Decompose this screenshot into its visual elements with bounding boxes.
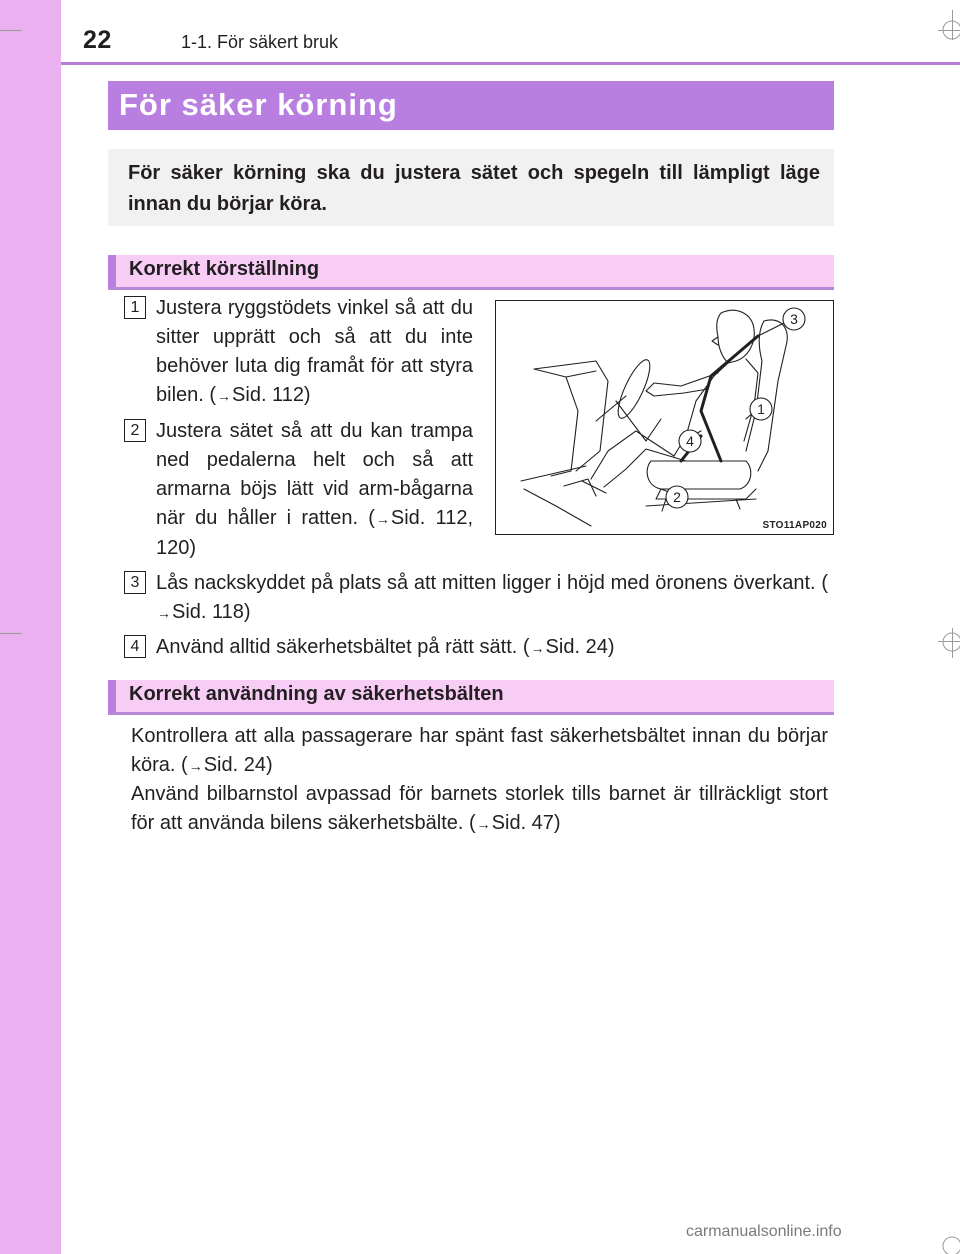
crop-mark-mid-left	[0, 633, 22, 634]
paragraph-child-seat	[131, 780, 828, 839]
callout-2: 2	[673, 489, 681, 505]
item-4-body: Använd alltid säkerhetsbältet på rätt sätt. (	[156, 636, 530, 658]
callout-4: 4	[686, 433, 694, 449]
item-number-2: 2	[124, 419, 146, 442]
item-3-body: Lås nackskyddet på plats så att mitten ligger i höjd med öronens överkant. (	[156, 572, 828, 594]
paragraph-passengers	[131, 722, 828, 781]
item-1-body: Justera ryggstödets vinkel så att du sitter upprätt och så att du inte behöver luta dig framåt för att styra bilen. (	[156, 297, 473, 406]
arrow-icon: →	[188, 758, 203, 774]
item-text-3	[156, 569, 828, 628]
subheading-driving-position-label: Korrekt körställning	[129, 258, 320, 280]
watermark: carmanualsonline.info	[686, 1223, 842, 1240]
intro-box	[108, 149, 834, 226]
arrow-icon: →	[476, 816, 491, 832]
registration-mark-top-right	[940, 18, 960, 42]
item-number-3: 3	[124, 571, 146, 594]
seating-illustration	[495, 300, 834, 535]
callout-1: 1	[757, 401, 765, 417]
arrow-icon: →	[375, 511, 390, 527]
page-number: 22	[83, 26, 112, 54]
item-number-1: 1	[124, 296, 146, 319]
title-bar	[108, 81, 834, 130]
subheading-seatbelt-usage	[108, 680, 834, 715]
arrow-icon: →	[530, 640, 545, 656]
registration-mark-mid-right	[940, 630, 960, 654]
subheading-accent	[108, 255, 116, 287]
item-2-ref: Sid. 112, 120)	[156, 507, 473, 559]
item-4-ref: Sid. 24)	[545, 636, 615, 658]
subheading-seatbelt-usage-label: Korrekt användning av säkerhetsbälten	[129, 683, 504, 705]
item-3-ref: Sid. 118)	[172, 601, 251, 623]
item-1-ref: Sid. 112)	[232, 384, 311, 406]
driver-seat-figure	[496, 301, 833, 534]
subheading-accent	[108, 680, 116, 712]
arrow-icon: →	[157, 605, 171, 621]
subheading-driving-position	[108, 255, 834, 290]
paragraph-2-ref: Sid. 47)	[491, 812, 561, 834]
item-number-4: 4	[124, 635, 146, 658]
registration-mark-bottom-right	[940, 1232, 960, 1254]
intro-text: För säker körning ska du justera sätet och spegeln till lämpligt läge innan du börjar köra.	[128, 162, 820, 215]
paragraph-2-body: Använd bilbarnstol avpassad för barnets storlek tills barnet är tillräckligt stort för att använda bilens säkerhetsbälte. (	[131, 783, 828, 834]
paragraph-1-body: Kontrollera att alla passagerare har spänt fast säkerhetsbältet innan du börjar köra. (	[131, 725, 828, 776]
item-text-1	[156, 294, 473, 411]
page-sidebar-tab	[0, 0, 61, 1254]
section-reference: 1-1. För säkert bruk	[181, 32, 339, 52]
figure-code: STO11AP020	[762, 520, 827, 531]
arrow-icon: →	[217, 388, 232, 404]
item-2-body: Justera sätet så att du kan trampa ned pedalerna helt och så att armarna böjs lätt vid arm-bågarna när du håller i ratten. (	[156, 420, 473, 529]
item-text-4	[156, 633, 828, 663]
paragraph-1-ref: Sid. 24)	[203, 754, 273, 776]
item-text-2	[156, 417, 473, 563]
crop-mark-top-left	[0, 30, 22, 31]
page-title: För säker körning	[119, 87, 398, 122]
callout-3: 3	[790, 311, 798, 327]
header-rule	[61, 62, 960, 65]
